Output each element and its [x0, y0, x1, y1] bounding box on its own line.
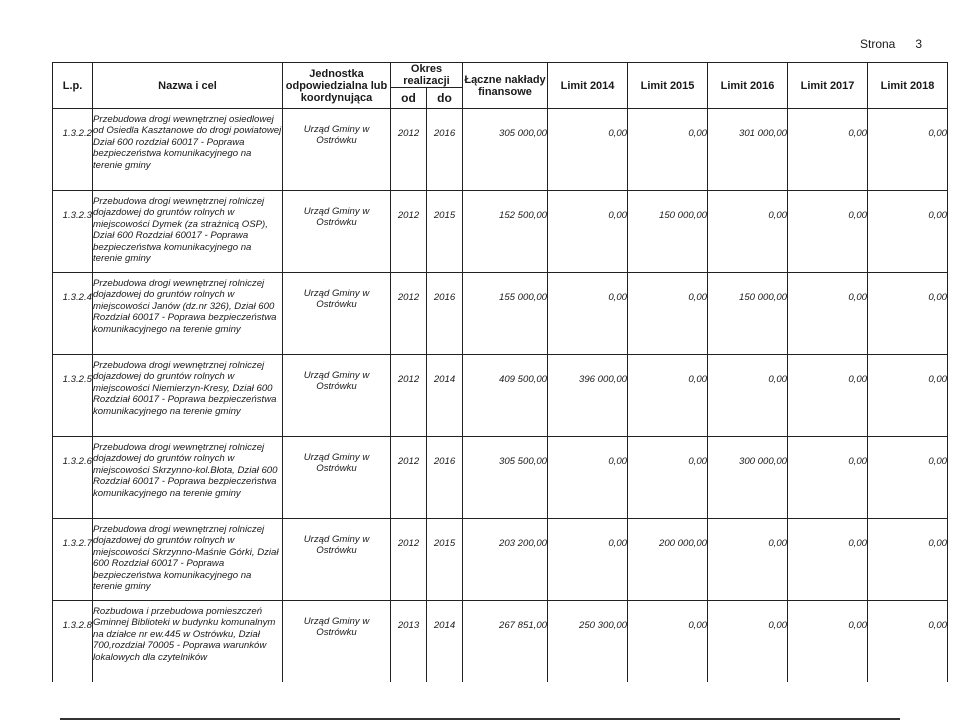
table-row — [53, 357, 948, 437]
row-name-cell — [93, 521, 283, 601]
row-unit: Urząd Gminy w Ostrówku — [303, 370, 370, 393]
row-year-to: 2016 — [433, 292, 456, 303]
row-name: Przebudowa drogi wewnętrznej rolniczej dojazdowej do gruntów rolnych w miejscowości Dymek (za strażnicą OSP), Dział 600 Rozdział 60017 - Poprawa bezpieczeństwa komunikacyjnego na terenie gminy — [93, 196, 268, 265]
row-year-from-cell — [391, 521, 427, 601]
row-limit-2016-cell — [708, 193, 788, 273]
investment-table — [52, 62, 948, 682]
table-body — [53, 109, 948, 683]
row-name: Przebudowa drogi wewnętrznej rolniczej dojazdowej do gruntów rolnych w miejscowości Niemierzyn-Kresy, Dział 600 Rozdział 60017 - Poprawa bezpieczeństwa komunikacyjnego na terenie gminy — [93, 360, 277, 417]
row-name: Przebudowa drogi wewnętrznej rolniczej dojazdowej do gruntów rolnych w miejscowości Janów (dz.nr 326), Dział 600 Rozdział 60017 - Poprawa bezpieczeństwa komunikacyjnego na terenie gminy — [93, 278, 277, 335]
row-year-to: 2016 — [433, 128, 456, 139]
row-year-from: 2012 — [397, 374, 420, 385]
row-unit: Urząd Gminy w Ostrówku — [303, 206, 370, 229]
row-limit-2017: 0,00 — [848, 292, 868, 303]
row-lp-cell — [53, 275, 93, 355]
row-name: Rozbudowa i przebudowa pomieszczeń Gminnej Biblioteki w budynku komunalnym na działce nr ew.445 w Ostrówku, Dział 700,rozdział 70005 - Poprawa warunków lokalowych dla czytelników — [93, 606, 276, 663]
row-limit-2018-cell — [868, 275, 948, 355]
row-total-cell — [463, 603, 548, 682]
row-limit-2017: 0,00 — [848, 456, 868, 467]
row-limit-2016: 0,00 — [768, 538, 788, 549]
footer-rule — [60, 718, 900, 720]
row-year-from-cell — [391, 439, 427, 519]
row-year-from-cell — [391, 193, 427, 273]
row-total: 305 000,00 — [499, 128, 548, 139]
row-limit-2017-cell — [788, 439, 868, 519]
table-row — [53, 193, 948, 273]
row-limit-2018: 0,00 — [928, 292, 948, 303]
row-name-cell — [93, 111, 283, 191]
row-limit-2017-cell — [788, 521, 868, 601]
table-row — [53, 521, 948, 601]
row-limit-2016-cell — [708, 439, 788, 519]
row-limit-2015: 0,00 — [688, 128, 708, 139]
row-year-from-cell — [391, 275, 427, 355]
row-limit-2015: 0,00 — [688, 292, 708, 303]
header-limit-2014: Limit 2014 — [548, 63, 628, 109]
header-unit: Jednostka odpowiedzialna lub koordynująca — [283, 63, 391, 109]
row-limit-2015-cell — [628, 193, 708, 273]
row-limit-2018: 0,00 — [928, 374, 948, 385]
row-unit-cell — [283, 439, 391, 519]
row-limit-2017: 0,00 — [848, 538, 868, 549]
row-limit-2017-cell — [788, 603, 868, 682]
header-limit-2018: Limit 2018 — [868, 63, 948, 109]
row-limit-2015-cell — [628, 111, 708, 191]
row-total: 203 200,00 — [499, 538, 548, 549]
page-label-text: Strona — [860, 37, 896, 51]
header-limit-2016: Limit 2016 — [708, 63, 788, 109]
page-number-value: 3 — [915, 37, 923, 51]
row-unit: Urząd Gminy w Ostrówku — [303, 452, 370, 475]
row-limit-2014-cell — [548, 357, 628, 437]
row-year-from: 2012 — [397, 128, 420, 139]
row-limit-2016-cell — [708, 275, 788, 355]
row-limit-2014-cell — [548, 603, 628, 682]
row-limit-2018: 0,00 — [928, 538, 948, 549]
row-year-to-cell — [427, 521, 463, 601]
row-limit-2016: 0,00 — [768, 210, 788, 221]
row-limit-2015: 150 000,00 — [659, 210, 708, 221]
row-limit-2014-cell — [548, 111, 628, 191]
row-limit-2016: 301 000,00 — [739, 128, 788, 139]
header-from: od — [391, 88, 427, 109]
row-unit-cell — [283, 521, 391, 601]
row-limit-2014: 0,00 — [608, 538, 628, 549]
table-row — [53, 111, 948, 191]
row-total-cell — [463, 521, 548, 601]
row-limit-2015-cell — [628, 357, 708, 437]
row-limit-2016-cell — [708, 357, 788, 437]
row-unit-cell — [283, 357, 391, 437]
row-limit-2014: 0,00 — [608, 292, 628, 303]
row-limit-2016-cell — [708, 521, 788, 601]
header-limit-2015: Limit 2015 — [628, 63, 708, 109]
row-limit-2018: 0,00 — [928, 128, 948, 139]
row-year-from: 2012 — [397, 210, 420, 221]
row-lp: 1.3.2.2 — [62, 128, 92, 139]
row-total: 305 500,00 — [499, 456, 548, 467]
row-year-to-cell — [427, 193, 463, 273]
row-name-cell — [93, 603, 283, 682]
row-limit-2018-cell — [868, 603, 948, 682]
row-unit: Urząd Gminy w Ostrówku — [303, 288, 370, 311]
row-year-to-cell — [427, 275, 463, 355]
row-lp: 1.3.2.4 — [62, 292, 92, 303]
row-limit-2015-cell — [628, 521, 708, 601]
row-limit-2016-cell — [708, 603, 788, 682]
row-limit-2017: 0,00 — [848, 210, 868, 221]
table-row — [53, 275, 948, 355]
row-lp: 1.3.2.8 — [62, 620, 92, 631]
row-unit: Urząd Gminy w Ostrówku — [303, 124, 370, 147]
row-lp-cell — [53, 521, 93, 601]
row-limit-2017: 0,00 — [848, 374, 868, 385]
row-year-from: 2013 — [397, 620, 420, 631]
row-year-to: 2016 — [433, 456, 456, 467]
row-year-from: 2012 — [397, 538, 420, 549]
row-lp-cell — [53, 111, 93, 191]
row-limit-2018-cell — [868, 357, 948, 437]
header-to: do — [427, 88, 463, 109]
row-total-cell — [463, 193, 548, 273]
header-period: Okres realizacji — [391, 63, 463, 88]
row-limit-2014: 250 300,00 — [579, 620, 628, 631]
row-year-to: 2015 — [433, 210, 456, 221]
row-year-to-cell — [427, 357, 463, 437]
row-total: 267 851,00 — [499, 620, 548, 631]
row-limit-2018: 0,00 — [928, 620, 948, 631]
row-limit-2018-cell — [868, 193, 948, 273]
row-year-from-cell — [391, 603, 427, 682]
row-limit-2018: 0,00 — [928, 210, 948, 221]
row-total-cell — [463, 275, 548, 355]
page-number — [860, 37, 922, 51]
row-lp-cell — [53, 357, 93, 437]
row-name: Przebudowa drogi wewnętrznej rolniczej dojazdowej do gruntów rolnych w miejscowości Skrzynno-kol.Błota, Dział 600 Rozdział 60017 - Poprawa bezpieczeństwa komunikacyjnego na terenie gminy — [93, 442, 278, 499]
row-year-to-cell — [427, 439, 463, 519]
row-limit-2018-cell — [868, 111, 948, 191]
row-lp-cell — [53, 439, 93, 519]
row-year-to-cell — [427, 603, 463, 682]
row-unit-cell — [283, 193, 391, 273]
header-name: Nazwa i cel — [93, 63, 283, 109]
row-limit-2015-cell — [628, 275, 708, 355]
header-lp: L.p. — [53, 63, 93, 109]
row-limit-2017-cell — [788, 357, 868, 437]
row-total-cell — [463, 439, 548, 519]
row-limit-2016: 150 000,00 — [739, 292, 788, 303]
row-total-cell — [463, 111, 548, 191]
table-row — [53, 439, 948, 519]
row-limit-2014: 0,00 — [608, 210, 628, 221]
row-year-to: 2014 — [433, 620, 456, 631]
row-unit: Urząd Gminy w Ostrówku — [303, 616, 370, 639]
row-limit-2017-cell — [788, 275, 868, 355]
row-name-cell — [93, 275, 283, 355]
row-limit-2015-cell — [628, 603, 708, 682]
row-lp: 1.3.2.6 — [62, 456, 92, 467]
row-name-cell — [93, 193, 283, 273]
row-limit-2014: 396 000,00 — [579, 374, 628, 385]
row-limit-2014-cell — [548, 439, 628, 519]
row-limit-2014: 0,00 — [608, 128, 628, 139]
header-limit-2017: Limit 2017 — [788, 63, 868, 109]
row-name: Przebudowa drogi wewnętrznej rolniczej dojazdowej do gruntów rolnych w miejscowości Skrzynno-Maśnie Górki, Dział 600 Rozdział 60017 - Poprawa bezpieczeństwa komunikacyjnego na terenie gminy — [93, 524, 279, 593]
table-row — [53, 603, 948, 682]
row-limit-2014-cell — [548, 275, 628, 355]
row-limit-2016-cell — [708, 111, 788, 191]
row-year-from: 2012 — [397, 456, 420, 467]
row-year-to-cell — [427, 111, 463, 191]
row-limit-2015: 200 000,00 — [659, 538, 708, 549]
row-lp: 1.3.2.7 — [62, 538, 92, 549]
row-limit-2015: 0,00 — [688, 374, 708, 385]
header-total: Łączne nakłady finansowe — [463, 63, 548, 109]
row-name: Przebudowa drogi wewnętrznej osiedlowej od Osiedla Kasztanowe do drogi powiatowej Dział 600 rozdział 60017 - Poprawa bezpieczeństwa komunikacyjnego na terenie gminy — [93, 114, 282, 171]
row-lp-cell — [53, 193, 93, 273]
row-limit-2018-cell — [868, 521, 948, 601]
row-total-cell — [463, 357, 548, 437]
row-limit-2016: 0,00 — [768, 620, 788, 631]
row-limit-2017-cell — [788, 193, 868, 273]
row-limit-2014-cell — [548, 521, 628, 601]
row-limit-2016: 0,00 — [768, 374, 788, 385]
row-year-to: 2015 — [433, 538, 456, 549]
row-name-cell — [93, 439, 283, 519]
row-limit-2015: 0,00 — [688, 620, 708, 631]
row-limit-2016: 300 000,00 — [739, 456, 788, 467]
row-unit-cell — [283, 111, 391, 191]
row-unit-cell — [283, 603, 391, 682]
row-limit-2017: 0,00 — [848, 128, 868, 139]
row-total: 155 000,00 — [499, 292, 548, 303]
row-unit: Urząd Gminy w Ostrówku — [303, 534, 370, 557]
row-lp-cell — [53, 603, 93, 682]
row-limit-2015-cell — [628, 439, 708, 519]
row-limit-2014-cell — [548, 193, 628, 273]
row-year-from-cell — [391, 111, 427, 191]
row-lp: 1.3.2.5 — [62, 374, 92, 385]
row-limit-2017: 0,00 — [848, 620, 868, 631]
row-year-from: 2012 — [397, 292, 420, 303]
row-name-cell — [93, 357, 283, 437]
row-limit-2018-cell — [868, 439, 948, 519]
row-limit-2014: 0,00 — [608, 456, 628, 467]
row-year-from-cell — [391, 357, 427, 437]
row-limit-2018: 0,00 — [928, 456, 948, 467]
row-lp: 1.3.2.3 — [62, 210, 92, 221]
row-total: 152 500,00 — [499, 210, 548, 221]
row-unit-cell — [283, 275, 391, 355]
row-limit-2017-cell — [788, 111, 868, 191]
table-header — [53, 63, 948, 109]
row-total: 409 500,00 — [499, 374, 548, 385]
row-year-to: 2014 — [433, 374, 456, 385]
row-limit-2015: 0,00 — [688, 456, 708, 467]
